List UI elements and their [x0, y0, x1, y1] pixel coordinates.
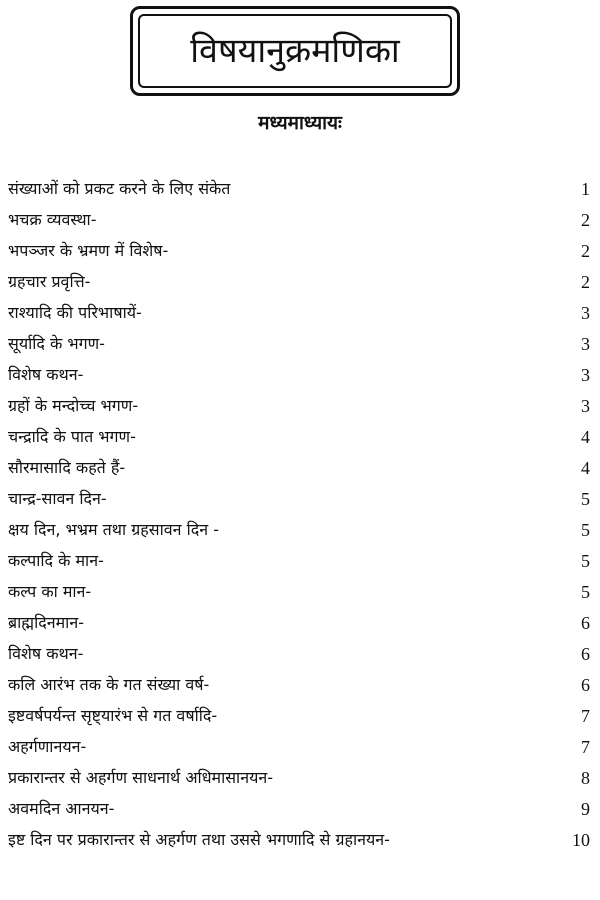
toc-entry — [0, 701, 600, 732]
toc-entry-page: 6 — [581, 613, 590, 633]
toc-entry-page: 3 — [581, 334, 590, 354]
toc-entry — [0, 794, 600, 825]
toc-entry — [0, 639, 600, 670]
toc-entry-page: 5 — [581, 520, 590, 540]
toc-entry-label: इष्ट दिन पर प्रकारान्तर से अहर्गण तथा उससे भगणादि से ग्रहानयन- — [8, 830, 390, 849]
toc-entry — [0, 670, 600, 701]
toc-entry-label: कल्पादि के मान- — [8, 551, 104, 570]
toc-entry — [0, 608, 600, 639]
toc-entry-label: सूर्यादि के भगण- — [8, 334, 105, 353]
toc-entry-label: भचक्र व्यवस्था- — [8, 210, 97, 229]
toc-list — [0, 174, 600, 856]
toc-entry-label: क्षय दिन, भभ्रम तथा ग्रहसावन दिन - — [8, 520, 219, 539]
section-heading: मध्यमाध्यायः — [258, 112, 342, 134]
toc-entry-page: 2 — [581, 272, 590, 292]
toc-entry — [0, 453, 600, 484]
toc-entry — [0, 546, 600, 577]
toc-entry-label: ब्राह्मदिनमान- — [8, 613, 84, 632]
toc-entry-page: 5 — [581, 582, 590, 602]
toc-entry — [0, 763, 600, 794]
toc-entry-page: 8 — [581, 768, 590, 788]
toc-entry-label: ग्रहों के मन्दोच्च भगण- — [8, 396, 139, 415]
toc-entry-label: विशेष कथन- — [8, 365, 84, 384]
toc-entry-page: 5 — [581, 551, 590, 571]
toc-entry — [0, 825, 600, 856]
toc-entry-page: 6 — [581, 644, 590, 664]
toc-entry-page: 9 — [581, 799, 590, 819]
toc-entry-label: चन्द्रादि के पात भगण- — [8, 427, 136, 446]
title-frame — [130, 6, 460, 96]
toc-entry-page: 4 — [581, 427, 590, 447]
toc-entry — [0, 329, 600, 360]
page-title: विषयानुक्रमणिका — [190, 31, 400, 71]
toc-entry-label: अवमदिन आनयन- — [8, 799, 115, 818]
toc-entry-page: 6 — [581, 675, 590, 695]
toc-entry — [0, 515, 600, 546]
toc-entry-label: प्रकारान्तर से अहर्गण साधनार्थ अधिमासानयन- — [8, 768, 274, 787]
toc-entry-page: 4 — [581, 458, 590, 478]
toc-entry-page: 1 — [581, 179, 590, 199]
toc-entry — [0, 391, 600, 422]
toc-entry — [0, 174, 600, 205]
toc-entry — [0, 205, 600, 236]
toc-entry-page: 3 — [581, 365, 590, 385]
toc-entry-label: संख्याओं को प्रकट करने के लिए संकेत — [8, 179, 231, 198]
toc-entry-page: 2 — [581, 210, 590, 230]
toc-entry-page: 3 — [581, 303, 590, 323]
toc-entry — [0, 422, 600, 453]
toc-entry — [0, 298, 600, 329]
toc-entry-label: ग्रहचार प्रवृत्ति- — [8, 272, 91, 291]
toc-entry — [0, 577, 600, 608]
toc-entry — [0, 360, 600, 391]
toc-entry — [0, 732, 600, 763]
toc-entry-page: 10 — [572, 830, 590, 850]
toc-entry-label: विशेष कथन- — [8, 644, 84, 663]
toc-entry-label: चान्द्र-सावन दिन- — [8, 489, 107, 508]
toc-entry-page: 2 — [581, 241, 590, 261]
toc-entry-page: 3 — [581, 396, 590, 416]
toc-entry-label: कल्प का मान- — [8, 582, 92, 601]
toc-entry-label: अहर्गणानयन- — [8, 737, 87, 756]
toc-entry-label: इष्टवर्षपर्यन्त सृष्ट्यारंभ से गत वर्षादि- — [8, 706, 218, 725]
toc-entry — [0, 484, 600, 515]
toc-entry — [0, 267, 600, 298]
toc-entry-page: 7 — [581, 737, 590, 757]
toc-entry-label: राश्यादि की परिभाषायें- — [8, 303, 142, 322]
title-inner-border — [138, 14, 452, 88]
toc-entry-page: 5 — [581, 489, 590, 509]
toc-entry-label: सौरमासादि कहते हैं- — [8, 458, 126, 477]
toc-entry — [0, 236, 600, 267]
toc-entry-label: भपञ्जर के भ्रमण में विशेष- — [8, 241, 169, 260]
toc-entry-label: कलि आरंभ तक के गत संख्या वर्ष- — [8, 675, 210, 694]
toc-entry-page: 7 — [581, 706, 590, 726]
